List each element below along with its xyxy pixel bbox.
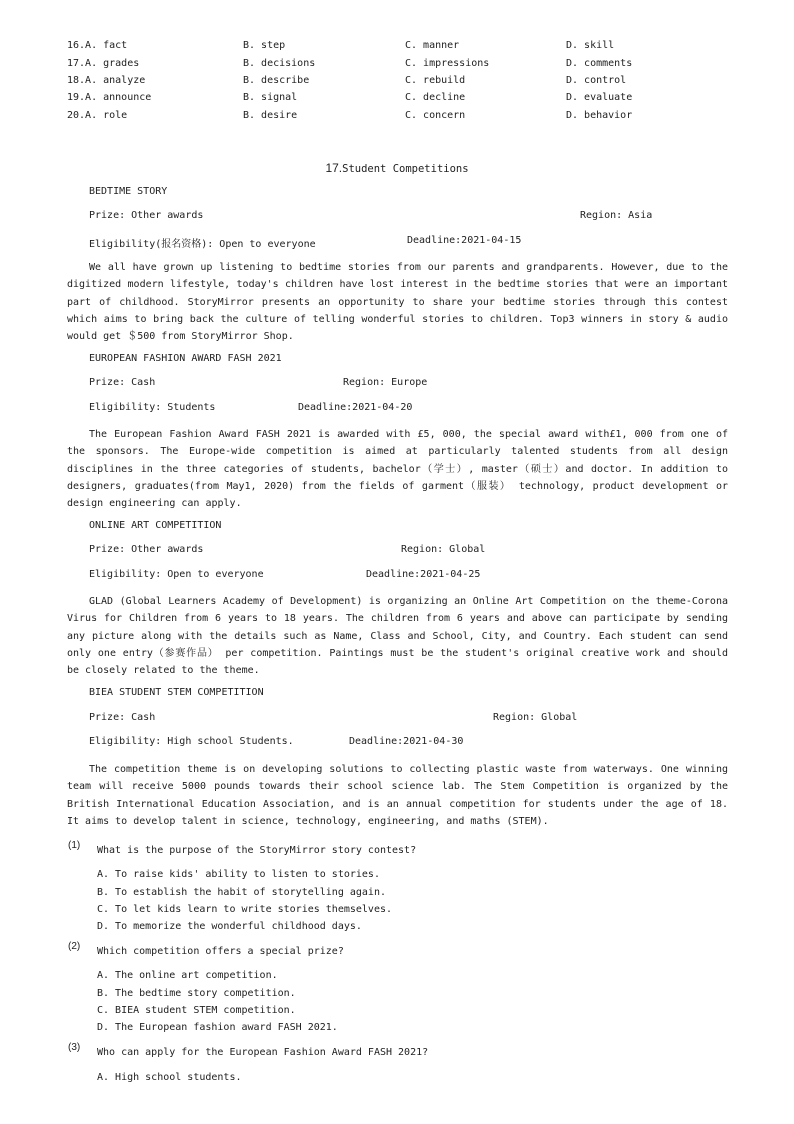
section-body: The European Fashion Award FASH 2021 is awarded with £5, 000, the special award with£1, 000 from one of the sponsors. The Europe-wide competition is aimed at particularly talented students from all design disciplines in the three categories of students, bachelor（学士）, master（硕士）and doctor. In addition to designers, graduates(from May1, 2020) from the fields of garment（服装） technology, product development or design engineering can apply. xyxy=(67,429,728,510)
option-c: C. concern xyxy=(405,110,466,121)
answer-choice: C. To let kids learn to write stories themselves. xyxy=(97,904,393,915)
prize-text: Prize: Cash xyxy=(89,712,156,723)
option-a: 16.A. fact xyxy=(67,40,128,51)
deadline-text: Deadline:2021-04-25 xyxy=(366,569,481,580)
answer-choice: A. High school students. xyxy=(97,1072,242,1083)
prize-text: Prize: Other awards xyxy=(89,544,204,555)
section-heading: ONLINE ART COMPETITION xyxy=(89,520,222,531)
option-a: 17.A. grades xyxy=(67,58,140,69)
section-heading: EUROPEAN FASHION AWARD FASH 2021 xyxy=(89,353,282,364)
option-b: B. desire xyxy=(243,110,298,121)
question-number: (3) xyxy=(68,1042,81,1053)
passage-title xyxy=(0,161,794,175)
option-b: B. signal xyxy=(243,92,298,103)
answer-choice: C. BIEA student STEM competition. xyxy=(97,1005,296,1016)
question-number: (1) xyxy=(68,840,81,851)
region-text: Region: Europe xyxy=(343,377,428,388)
eligibility-text: Eligibility(报名资格): Open to everyone xyxy=(89,239,316,250)
deadline-text: Deadline:2021-04-15 xyxy=(407,235,522,246)
option-row-20 xyxy=(0,110,794,124)
option-c: C. manner xyxy=(405,40,460,51)
option-row-18 xyxy=(0,75,794,89)
option-row-16 xyxy=(0,40,794,54)
option-row-19 xyxy=(0,92,794,106)
option-b: B. decisions xyxy=(243,58,316,69)
passage-number: 17. xyxy=(325,161,343,175)
region-text: Region: Asia xyxy=(580,210,653,221)
answer-choice: B. The bedtime story competition. xyxy=(97,988,296,999)
question-number: (2) xyxy=(68,941,81,952)
answer-choice: D. The European fashion award FASH 2021. xyxy=(97,1022,338,1033)
prize-text: Prize: Cash xyxy=(89,377,156,388)
question-text: Which competition offers a special prize? xyxy=(97,946,344,957)
answer-choice: A. To raise kids' ability to listen to stories. xyxy=(97,869,380,880)
deadline-text: Deadline:2021-04-20 xyxy=(298,402,413,413)
option-a: 18.A. analyze xyxy=(67,75,146,86)
deadline-text: Deadline:2021-04-30 xyxy=(349,736,464,747)
answer-choice: A. The online art competition. xyxy=(97,970,278,981)
eligibility-text: Eligibility: Students xyxy=(89,402,216,413)
option-d: D. comments xyxy=(566,58,633,69)
eligibility-text: Eligibility: High school Students. xyxy=(89,736,294,747)
option-b: B. describe xyxy=(243,75,310,86)
question-text: What is the purpose of the StoryMirror story contest? xyxy=(97,845,417,856)
option-c: C. rebuild xyxy=(405,75,466,86)
option-a: 20.A. role xyxy=(67,110,128,121)
section-heading: BEDTIME STORY xyxy=(89,186,168,197)
option-c: C. decline xyxy=(405,92,466,103)
section-body: The competition theme is on developing solutions to collecting plastic waste from waterways. One winning team will receive 5000 pounds towards their school science lab. The Stem Competition is organized by the British International Education Association, and is an annual competition for students under the age of 18. It aims to develop talent in science, technology, engineering, and maths (STEM). xyxy=(67,764,728,827)
option-a: 19.A. announce xyxy=(67,92,152,103)
option-d: D. behavior xyxy=(566,110,633,121)
option-d: D. evaluate xyxy=(566,92,633,103)
prize-text: Prize: Other awards xyxy=(89,210,204,221)
option-b: B. step xyxy=(243,40,286,51)
section-body: GLAD (Global Learners Academy of Development) is organizing an Online Art Competition on the theme-Corona Virus for Children from 6 years to 18 years. The children from 6 years and above can participate by sending any picture along with the details such as Name, Class and School, City, and Country. Each student can send only one entry（参赛作品） per competition. Paintings must be the student's original creative work and should be closely related to the theme. xyxy=(67,596,728,677)
question-text: Who can apply for the European Fashion Award FASH 2021? xyxy=(97,1047,429,1058)
region-text: Region: Global xyxy=(493,712,578,723)
section-heading: BIEA STUDENT STEM COMPETITION xyxy=(89,687,264,698)
answer-choice: B. To establish the habit of storytelling again. xyxy=(97,887,386,898)
option-row-17 xyxy=(0,58,794,72)
eligibility-text: Eligibility: Open to everyone xyxy=(89,569,264,580)
passage-title-text: Student Competitions xyxy=(342,163,469,175)
option-c: C. impressions xyxy=(405,58,490,69)
option-d: D. control xyxy=(566,75,627,86)
answer-choice: D. To memorize the wonderful childhood days. xyxy=(97,921,362,932)
section-body: We all have grown up listening to bedtime stories from our parents and grandparents. However, due to the digitized modern lifestyle, today's children have lost interest in the bedtime stories that were an important part of childhood. StoryMirror presents an opportunity to share your bedtime stories through this contest which aims to bring back the culture of telling wonderful stories to children. Top3 winners in story & audio would get ＄500 from StoryMirror Shop. xyxy=(67,262,728,343)
option-d: D. skill xyxy=(566,40,615,51)
region-text: Region: Global xyxy=(401,544,486,555)
